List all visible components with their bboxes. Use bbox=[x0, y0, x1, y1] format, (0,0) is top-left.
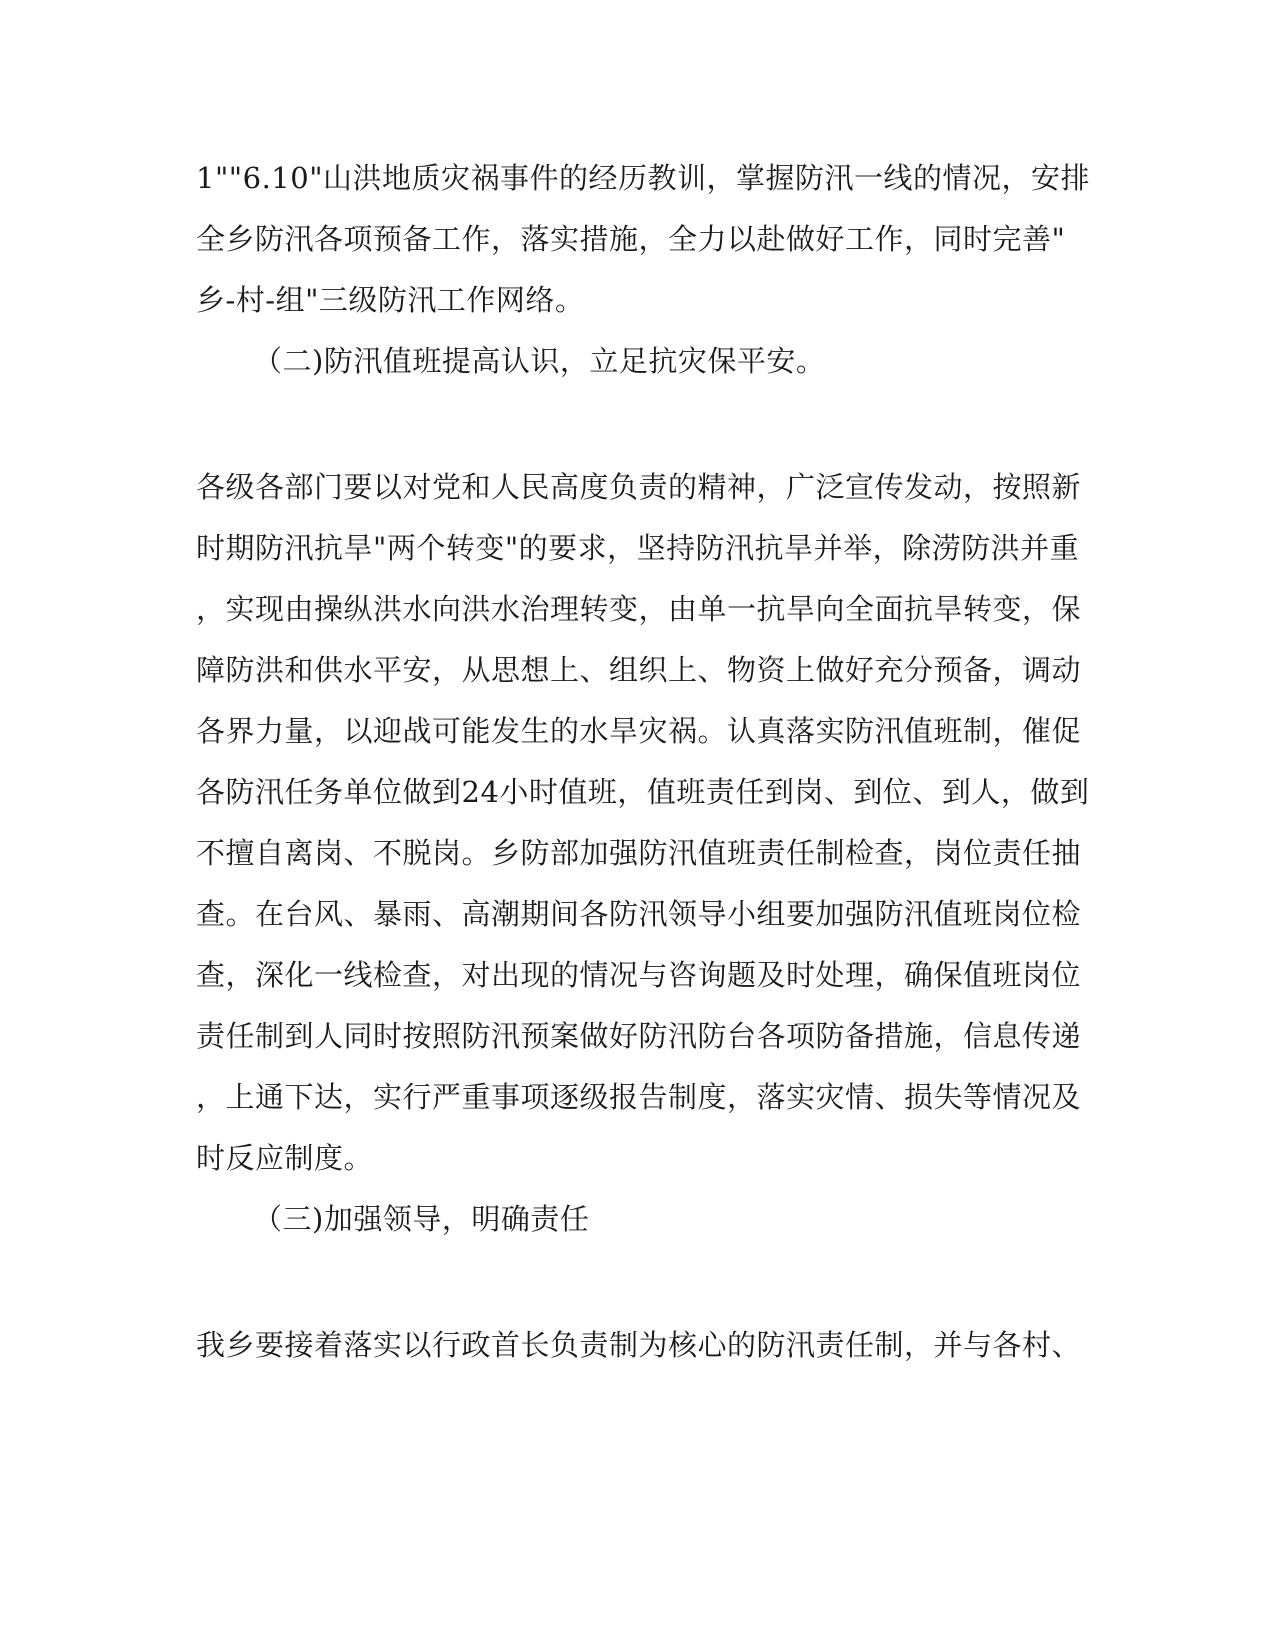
paragraph-2-line-8: 查。在台风、暴雨、高潮期间各防汛领导小组要加强防汛值班岗位检 bbox=[196, 897, 1082, 931]
paragraph-2-line-6: 各防汛任务单位做到24小时值班，值班责任到岗、到位、到人，做到 bbox=[196, 775, 1090, 809]
paragraph-2-line-10: 责任制到人同时按照防汛预案做好防汛防台各项防备措施，信息传递 bbox=[196, 1019, 1082, 1053]
paragraph-1-line-2: 全乡防汛各项预备工作，落实措施，全力以赴做好工作，同时完善" bbox=[196, 222, 1066, 256]
paragraph-2-line-11: ，上通下达，实行严重事项逐级报告制度，落实灾情、损失等情况及 bbox=[196, 1080, 1082, 1114]
paragraph-2-line-3: ，实现由操纵洪水向洪水治理转变，由单一抗旱向全面抗旱转变，保 bbox=[196, 592, 1082, 626]
paragraph-2-line-12: 时反应制度。 bbox=[196, 1141, 374, 1175]
paragraph-2-line-4: 障防洪和供水平安，从思想上、组织上、物资上做好充分预备，调动 bbox=[196, 653, 1082, 687]
paragraph-1-line-3: 乡-村-组"三级防汛工作网络。 bbox=[196, 283, 585, 317]
paragraph-3-line-1: 我乡要接着落实以行政首长负责制为核心的防汛责任制，并与各村、 bbox=[196, 1328, 1082, 1362]
section-heading-3: （三)加强领导，明确责任 bbox=[253, 1202, 590, 1236]
section-heading-2: （二)防汛值班提高认识，立足抗灾保平安。 bbox=[253, 344, 826, 378]
paragraph-2-line-2: 时期防汛抗旱"两个转变"的要求，坚持防汛抗旱并举，除涝防洪并重 bbox=[196, 531, 1080, 565]
paragraph-2-line-9: 查，深化一线检查，对出现的情况与咨询题及时处理，确保值班岗位 bbox=[196, 958, 1082, 992]
paragraph-2-line-7: 不擅自离岗、不脱岗。乡防部加强防汛值班责任制检查，岗位责任抽 bbox=[196, 836, 1082, 870]
paragraph-2-line-1: 各级各部门要以对党和人民高度负责的精神，广泛宣传发动，按照新 bbox=[196, 470, 1082, 504]
paragraph-2-line-5: 各界力量，以迎战可能发生的水旱灾祸。认真落实防汛值班制，催促 bbox=[196, 714, 1082, 748]
paragraph-1-line-1: 1""6.10"山洪地质灾祸事件的经历教训，掌握防汛一线的情况，安排 bbox=[196, 161, 1091, 195]
